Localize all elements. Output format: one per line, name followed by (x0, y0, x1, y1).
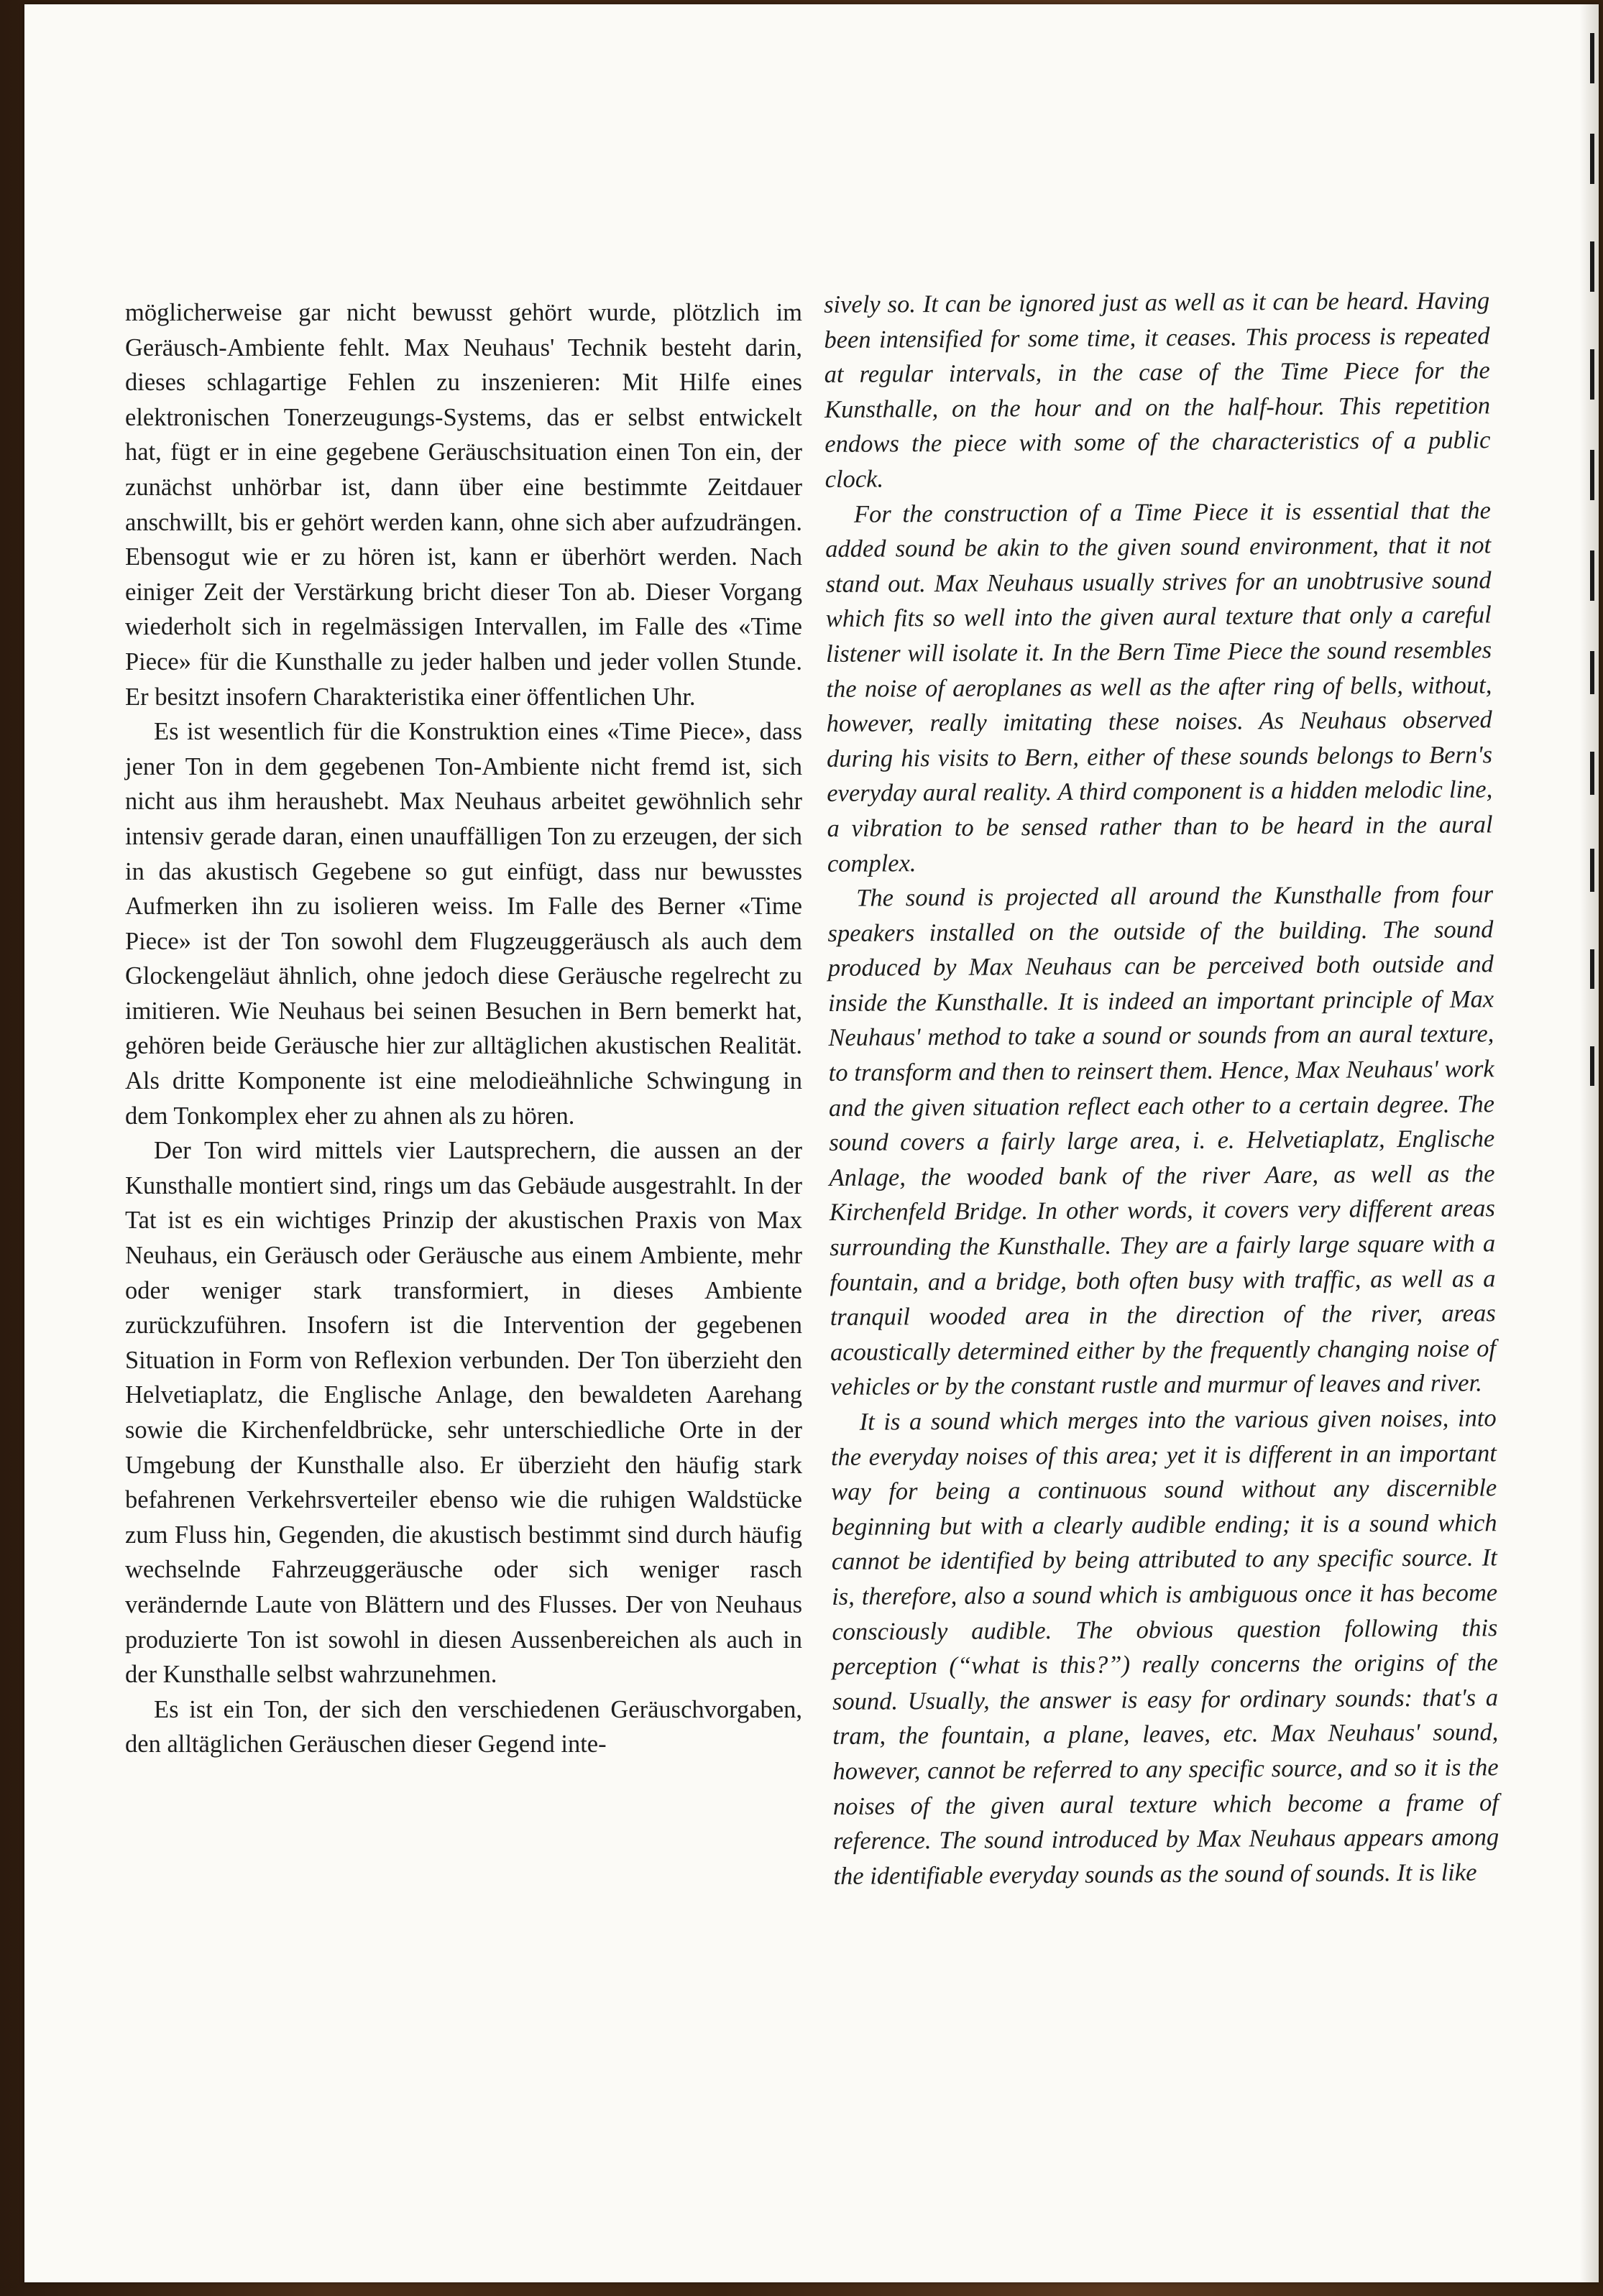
english-paragraph: The sound is projected all around the Kunsthalle from four speakers installed on the outside of the building. The sound produced by Max Neuhaus can be perceived both outside and inside the Kunsthalle. It is indeed an important principle of Max Neuhaus' method to take a sound or sounds from an aural texture, to transform and then to reinsert them. Hence, Max Neuhaus' work and the given situation reflect each other to a certain degree. The sound covers a fairly large area, i. e. Helvetiaplatz, Englische Anlage, the wooded bank of the river Aare, as well as the Kirchenfeld Bridge. In other words, it covers very different areas surrounding the Kunsthalle. They are a fairly large square with a fountain, and a bridge, both often busy with traffic, as well as a tranquil wooded area in the direction of the river, areas acoustically determined either by the frequently changing noise of vehicles or by the constant rustle and murmur of leaves and river. (827, 880, 1497, 1401)
english-text-column (824, 283, 1499, 1894)
edge-mark (1590, 1046, 1594, 1086)
edge-mark (1590, 33, 1594, 83)
edge-mark (1590, 349, 1594, 400)
document-page (24, 4, 1599, 2282)
edge-mark (1590, 949, 1594, 989)
edge-mark (1590, 752, 1594, 795)
english-paragraph: It is a sound which merges into the various given noises, into the everyday noises of this area; yet it is different in an important way for being a continuous sound without any discernible beginning but with a clearly audible ending; it is a sound which cannot be identified by being attributed to any specific source. It is, therefore, also a sound which is ambiguous once it has become consciously audible. The obvious question following this perception (“what is this?”) really concerns the origins of the sound. Usually, the answer is easy for ordinary sounds: that's a tram, the fountain, a plane, leaves, etc. Max Neuhaus' sound, however, cannot be referred to any specific source, and so it is the noises of the given aural texture which become a frame of reference. The sound introduced by Max Neuhaus appears among the identifiable everyday sounds as the sound of sounds. It is like (830, 1404, 1499, 1890)
edge-mark (1590, 849, 1594, 892)
german-paragraph: Der Ton wird mittels vier Lautsprechern, die aussen an der Kunsthalle montiert sind, rings um das Gebäude ausgestrahlt. In der Tat ist es ein wichtiges Prinzip der akustischen Praxis von Max Neuhaus, ein Geräusch oder Geräusche aus einem Ambiente, mehr oder weniger stark transformiert, in dieses Ambiente zurückzuführen. Insofern ist die Intervention der gegebenen Situation in Form von Reflexion verbunden. Der Ton überzieht den Helvetiaplatz, die Englische Anlage, den bewaldeten Aarehang sowie die Kirchenfeldbrücke, sehr unterschiedliche Orte in der Umgebung der Kunsthalle also. Er überzieht den häufig stark befahrenen Verkehrsverteiler ebenso wie die ruhigen Waldstücke zum Fluss hin, Gegenden, die akustisch bestimmt sind durch häufig wechselnde Fahrzeuggeräusche oder sich weniger rasch verändernde Laute von Blättern und des Flusses. Der von Neuhaus produzierte Ton ist sowohl in diesen Aussenbereichen als auch in der Kunsthalle selbst wahrzunehmen. (125, 1137, 802, 1689)
edge-mark (1590, 134, 1594, 184)
german-text-column (125, 295, 802, 1762)
english-paragraph: sively so. It can be ignored just as well as it can be heard. Having been intensified for some time, it ceases. This process is repeated at regular intervals, in the case of the Time Piece for the Kunsthalle, on the hour and on the half-hour. This repetition endows the piece with some of the characteristics of a public clock. (824, 287, 1491, 493)
german-paragraph: Es ist ein Ton, der sich den verschiedenen Geräuschvorgaben, den alltäglichen Geräuschen dieser Gegend inte- (125, 1695, 802, 1758)
german-paragraph: möglicherweise gar nicht bewusst gehört wurde, plötzlich im Geräusch-Ambiente fehlt. Max Neuhaus' Technik besteht darin, dieses schlagartige Fehlen zu inszenieren: Mit Hilfe eines elektronischen Tonerzeugungs-Systems, das er selbst entwickelt hat, fügt er in eine gegebene Geräuschsituation einen Ton ein, der zunächst unhörbar ist, dann über eine bestimmte Zeitdauer anschwillt, bis er gehört werden kann, ohne sich aber aufzudrängen. Ebensogut wie er zu hören ist, kann er überhört werden. Nach einiger Zeit der Verstärkung bricht dieser Ton ab. Dieser Vorgang wiederholt sich in regelmässigen Intervallen, im Falle des «Time Piece» für die Kunsthalle zu jeder halben und jeder vollen Stunde. Er besitzt insofern Charakteristika einer öffentlichen Uhr. (125, 299, 802, 711)
edge-mark (1590, 651, 1594, 694)
edge-mark (1590, 550, 1594, 601)
page-edge-marks (1589, 4, 1594, 2282)
german-paragraph: Es ist wesentlich für die Konstruktion eines «Time Piece», dass jener Ton in dem gegebenen Ton-Ambiente nicht fremd ist, sich nicht aus ihm heraushebt. Max Neuhaus arbeitet gewöhnlich sehr intensiv gerade daran, einen unauffälligen Ton zu erzeugen, der sich in das akustisch Gegebene so gut einfügt, dass nur bewusstes Aufmerken ihn zu isolieren weiss. Im Falle des Berner «Time Piece» ist der Ton sowohl dem Flugzeuggeräusch als auch dem Glockengeläut ähnlich, ohne jedoch diese Geräusche regelrecht zu imitieren. Wie Neuhaus bei seinen Besuchen in Bern bemerkt hat, gehören beide Geräusche hier zur alltäglichen akustischen Realität. Als dritte Komponente ist eine melodieähnliche Schwingung in dem Tonkomplex eher zu ahnen als zu hören. (125, 718, 802, 1130)
edge-mark (1590, 450, 1594, 500)
english-paragraph: For the construction of a Time Piece it is essential that the added sound be akin to the given sound environment, that it not stand out. Max Neuhaus usually strives for an unobtrusive sound which fits so well into the given aural texture that only a careful listener will isolate it. In the Bern Time Piece the sound resembles the noise of aeroplanes as well as the after ring of bells, without, however, really imitating these noises. As Neuhaus observed during his visits to Bern, either of these sounds belongs to Bern's everyday aural reality. A third component is a hidden melodic line, a vibration to be sensed rather than to be heard in the aural complex. (825, 496, 1493, 877)
edge-mark (1590, 241, 1594, 292)
